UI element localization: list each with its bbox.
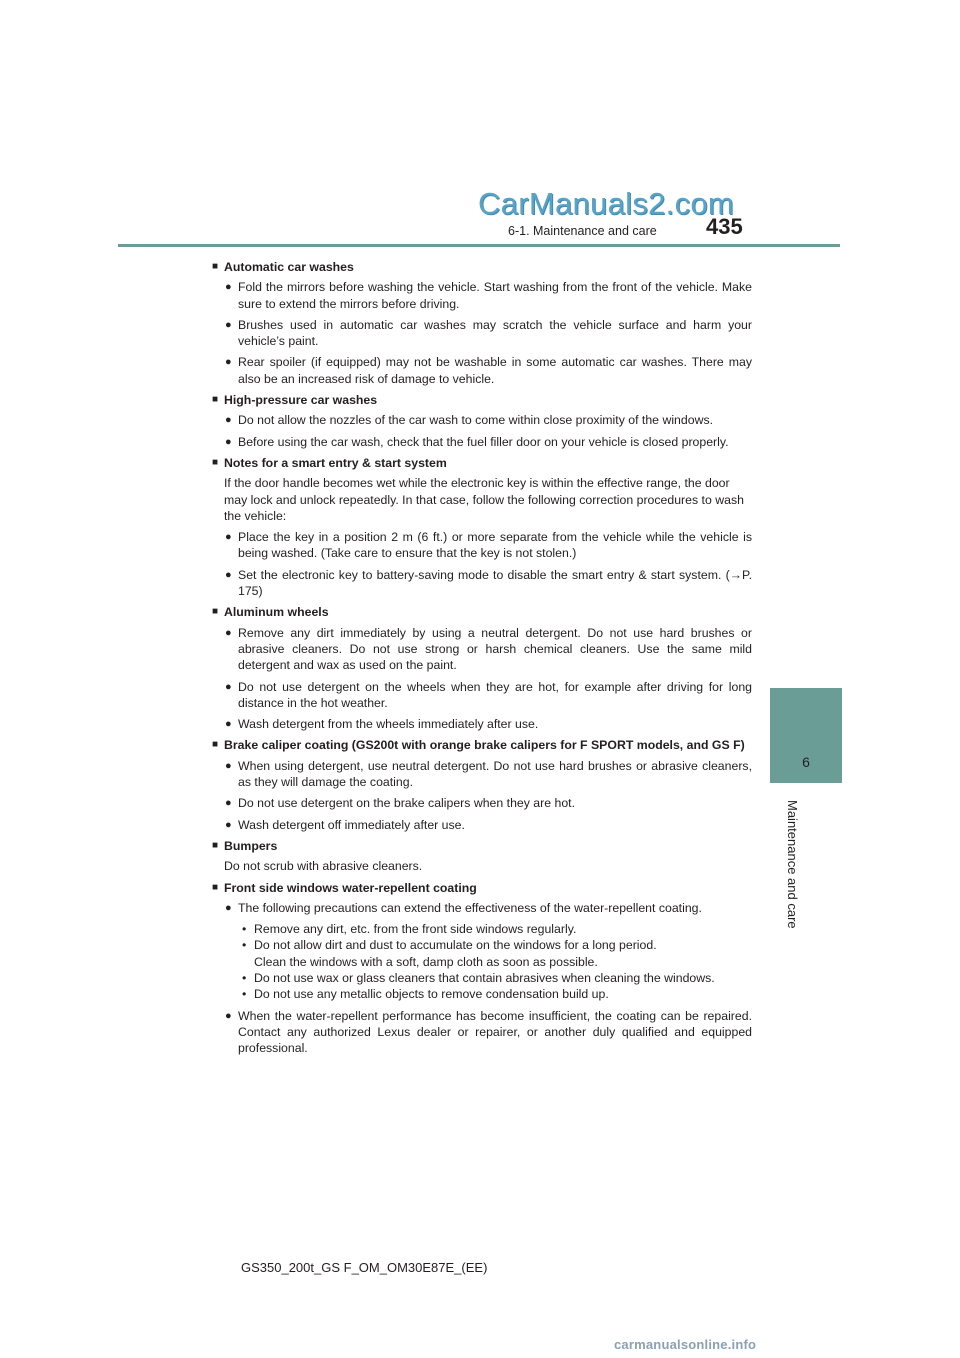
bullet-item: ● Rear spoiler (if equipped) may not be washable in some automatic car washes. There may also be an increased risk of damage to vehicle. bbox=[225, 355, 752, 386]
bullet-item: ● Do not use detergent on the brake calipers when they are hot. bbox=[225, 796, 576, 811]
bullet-icon: ● bbox=[225, 759, 232, 772]
bullet-item: ● The following precautions can extend the effectiveness of the water-repellent coating. bbox=[225, 900, 702, 915]
heading-smart-entry: ■ Notes for a smart entry & start system bbox=[212, 455, 752, 471]
sub-bullet-icon: • bbox=[242, 938, 247, 953]
bullet-icon: ● bbox=[225, 818, 232, 831]
sub-bullet-item: • Do not use wax or glass cleaners that contain abrasives when cleaning the windows. bbox=[242, 970, 715, 985]
bullet-icon: ● bbox=[225, 1009, 232, 1022]
sub-bullet-item: • Remove any dirt, etc. from the front side windows regularly. bbox=[242, 922, 577, 937]
bullet-item: ● Wash detergent off immediately after use. bbox=[225, 817, 465, 832]
watermark-text: CarManuals2.com bbox=[478, 186, 735, 221]
sub-bullet-icon: • bbox=[242, 970, 247, 985]
document-code: GS350_200t_GS F_OM_OM30E87E_(EE) bbox=[241, 1260, 488, 1275]
heading-brake-caliper-coating: ■ Brake caliper coating (GS200t with orange brake calipers for F SPORT models, and GS F) bbox=[212, 737, 752, 753]
bullet-item: ● Place the key in a position 2 m (6 ft.) or more separate from the vehicle while the vehicle is being washed. (Take care to ensure that the key is not stolen.) bbox=[225, 530, 752, 561]
bullet-icon: ● bbox=[225, 281, 232, 294]
heading-bumpers: ■ Bumpers bbox=[212, 838, 752, 854]
bullet-icon: ● bbox=[225, 356, 232, 369]
sub-bullet-icon: • bbox=[242, 922, 247, 937]
heading-aluminum-wheels: ■ Aluminum wheels bbox=[212, 604, 752, 620]
page-number: 435 bbox=[706, 214, 743, 239]
bullet-item: ● Set the electronic key to battery-saving mode to disable the smart entry & start system. (→P. 175) bbox=[225, 567, 752, 599]
bullet-item: ● When the water-repellent performance has become insufficient, the coating can be repaired. Contact any authorized Lexus dealer or repairer, or another duly qualified and equipped professional. bbox=[225, 1008, 752, 1056]
bullet-icon: ● bbox=[225, 318, 232, 331]
bullet-icon: ● bbox=[225, 680, 232, 693]
bullet-icon: ● bbox=[225, 626, 232, 639]
heading-automatic-car-washes: ■ Automatic car washes bbox=[212, 259, 752, 275]
bullet-item: ● Before using the car wash, check that the fuel filler door on your vehicle is closed properly. bbox=[225, 434, 729, 449]
paragraph: If the door handle becomes wet while the electronic key is within the effective range, the door may lock and unlock repeatedly. In that case, follow the following correction procedures to wash the vehicle: bbox=[224, 476, 744, 523]
header-divider bbox=[118, 244, 840, 247]
bullet-icon: ● bbox=[225, 435, 232, 448]
bullet-item: ● Do not use detergent on the wheels when they are hot, for example after driving for long distance in the hot weather. bbox=[225, 679, 752, 710]
bullet-item: ● Fold the mirrors before washing the vehicle. Start washing from the front of the vehicle. Make sure to extend the mirrors before driving. bbox=[225, 280, 752, 311]
bullet-icon: ● bbox=[225, 797, 232, 810]
bullet-item: ● Do not allow the nozzles of the car wash to come within close proximity of the windows. bbox=[225, 413, 714, 428]
bullet-icon: ● bbox=[225, 901, 232, 914]
sub-bullet-icon: • bbox=[242, 987, 247, 1002]
watermark-bottom: carmanualsonline.info bbox=[614, 1337, 757, 1352]
bullet-icon: ● bbox=[225, 718, 232, 731]
sub-bullet-item: • Do not use any metallic objects to remove condensation build up. bbox=[242, 987, 609, 1002]
bullet-item: ● When using detergent, use neutral detergent. Do not use hard brushes or abrasive cleaners, as they will damage the coating. bbox=[225, 758, 752, 790]
bullet-icon: ● bbox=[225, 414, 232, 427]
bullet-item: ● Wash detergent from the wheels immediately after use. bbox=[225, 717, 539, 732]
main-content bbox=[212, 254, 752, 1061]
section-title: 6-1. Maintenance and care bbox=[508, 224, 657, 238]
heading-water-repellent-coating: ■ Front side windows water-repellent coating bbox=[212, 880, 752, 896]
paragraph: Do not scrub with abrasive cleaners. bbox=[224, 859, 423, 874]
sub-bullet-item: • Do not allow dirt and dust to accumulate on the windows for a long period. Clean the windows with a soft, damp cloth as soon as possible. bbox=[242, 938, 657, 969]
chapter-number: 6 bbox=[802, 754, 810, 770]
bullet-item: ● Brushes used in automatic car washes may scratch the vehicle surface and harm your vehicle’s paint. bbox=[225, 317, 752, 349]
bullet-item: ● Remove any dirt immediately by using a neutral detergent. Do not use hard brushes or abrasive cleaners. Do not use strong or harsh chemical cleaners. Use the same mild detergent and wax as used on the paint. bbox=[225, 625, 752, 673]
bullet-icon: ● bbox=[225, 568, 232, 581]
bullet-icon: ● bbox=[225, 531, 232, 544]
heading-high-pressure-car-washes: ■ High-pressure car washes bbox=[212, 392, 752, 408]
chapter-label: Maintenance and care bbox=[785, 800, 800, 929]
